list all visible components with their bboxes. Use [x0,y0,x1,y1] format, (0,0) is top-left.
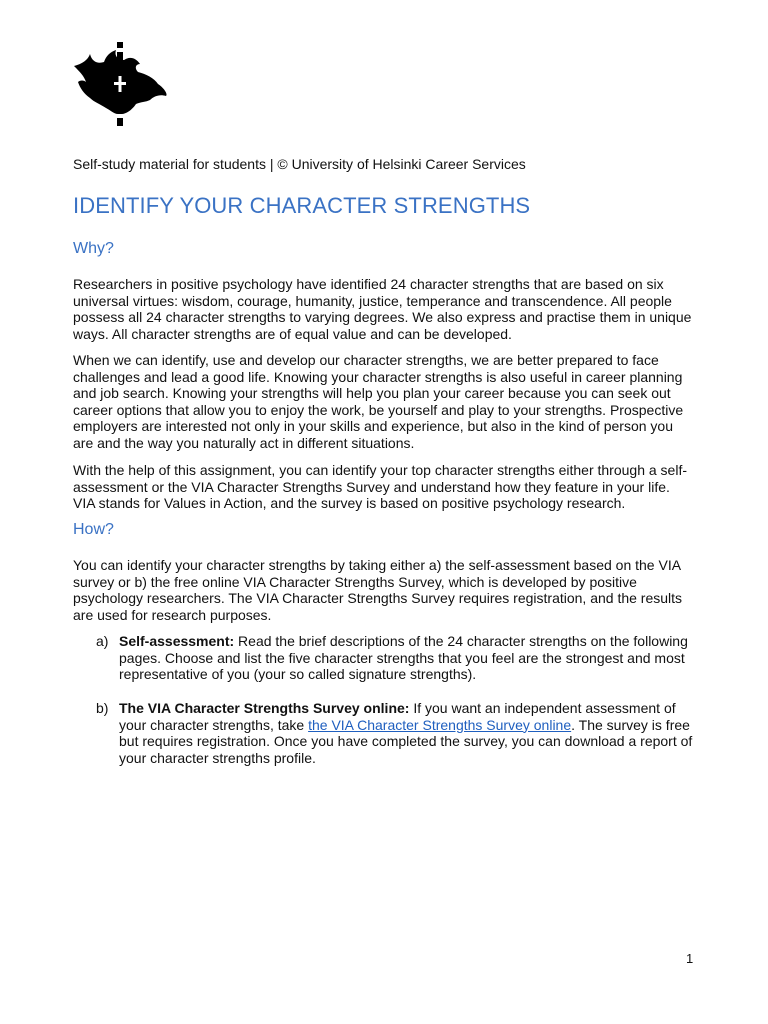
paragraph: When we can identify, use and develop our character strengths, we are better prepared to face challenges and lead a good life. Knowing your character strengths is also useful in career planning and job search. Knowing your strengths will help you plan your career because you can seek out career options that allow you to enjoy the work, be yourself and play to your strengths. Prospective employers are interested not only in your skills and experience, but also in the kind of person you are and the way you naturally act in different situations. [73,352,684,451]
list-item-label: Self-assessment: [119,633,235,649]
paragraph: Researchers in positive psychology have identified 24 character strengths that are based on six universal virtues: wisdom, courage, humanity, justice, temperance and transcendence. All people possess all 24 character strengths to varying degrees. We also express and practise them in unique ways. All character strengths are of equal value and can be developed. [73,276,692,342]
paragraph: You can identify your character strengths by taking either a) the self-assessment based on the VIA survey or b) the free online VIA Character Strengths Survey, which is developed by positive psychology researchers. The VIA Character Strengths Survey requires registration, and the results are used for research purposes. [73,557,683,623]
list-marker: a) [96,633,109,649]
list-marker: b) [96,700,109,716]
page-title: IDENTIFY YOUR CHARACTER STRENGTHS [73,193,531,218]
university-logo-icon [70,42,170,126]
via-survey-link[interactable]: the VIA Character Strengths Survey online [308,716,572,733]
paragraph: With the help of this assignment, you can identify your top character strengths either through a self-assessment or the VIA Character Strengths Survey and understand how they feature in your life. VIA stands for Values in Action, and the survey is based on positive psychology research. [73,462,687,512]
list-item-label: The VIA Character Strengths Survey online: [119,700,410,716]
document-header: Self-study material for students | © University of Helsinki Career Services [73,156,526,172]
page-number: 1 [686,951,694,966]
list-item-text: Read the brief descriptions of the 24 character strengths on the following pages. Choose and list the five character strengths that you feel are the strongest and most representative of you (your so called signature strengths). [119,633,688,683]
list-item [96,700,696,766]
section-heading-why: Why? [73,240,114,257]
list-item [96,633,696,683]
list-item-text: . The survey is free but requires registration. Once you have completed the survey, you can download a report of your character strengths profile. [119,716,693,766]
section-heading-how: How? [73,521,114,538]
list-item-text: If you want an independent assessment of your character strengths, take [119,700,676,733]
